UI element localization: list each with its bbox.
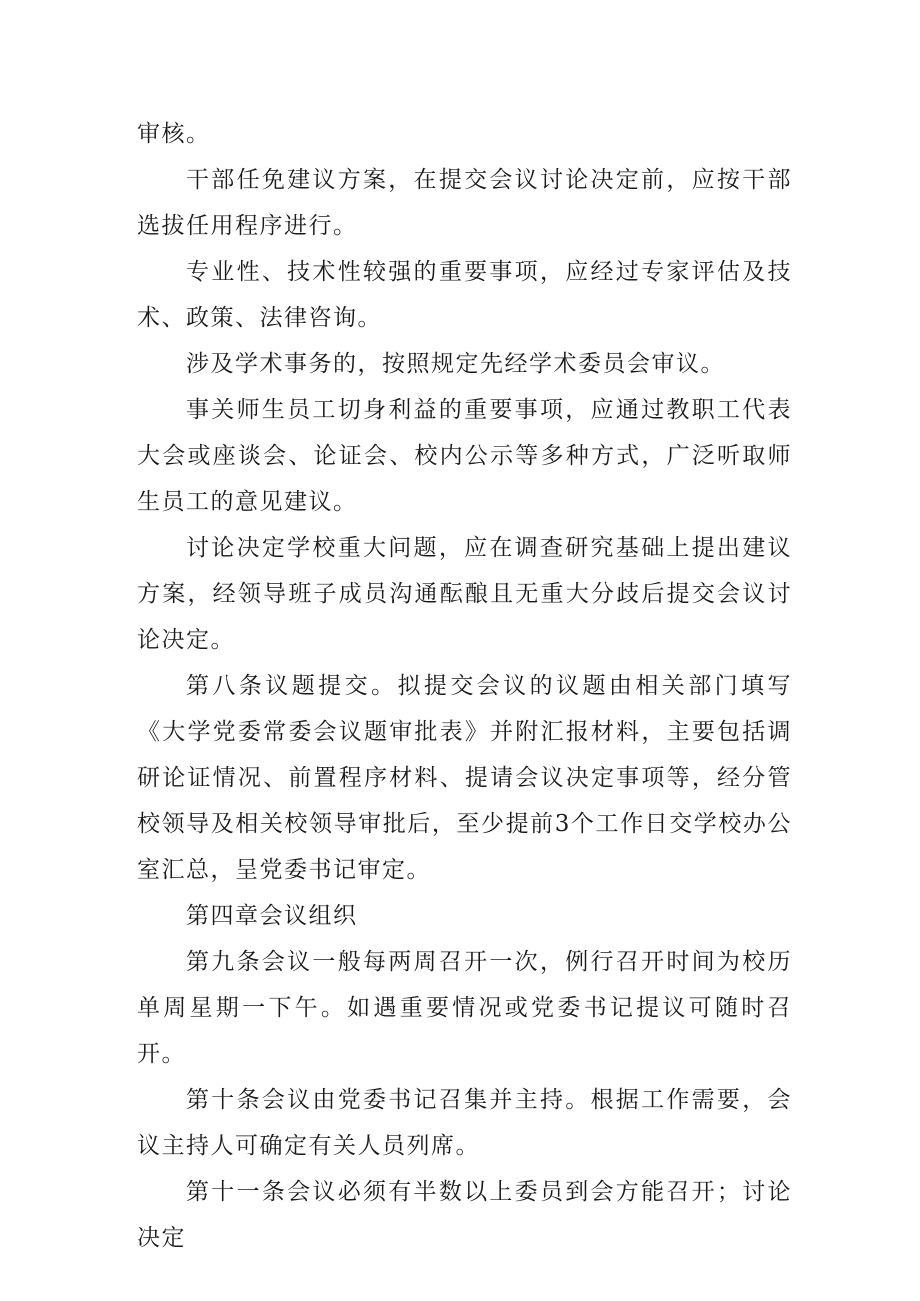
paragraph-major-issues: 讨论决定学校重大问题，应在调查研究基础上提出建议方案，经领导班子成员沟通酝酿且无重大分歧后提交会议讨论决定。 [137, 535, 792, 653]
paragraph-cadre-appointment: 干部任免建议方案，在提交会议讨论决定前，应按干部选拔任用程序进行。 [137, 167, 792, 239]
paragraph-article-11: 第十一条会议必须有半数以上委员到会方能召开；讨论决定 [137, 1179, 792, 1251]
paragraph-article-10: 第十条会议由党委书记召集并主持。根据工作需要，会议主持人可确定有关人员列席。 [137, 1087, 792, 1159]
paragraph-expert-evaluation: 专业性、技术性较强的重要事项，应经过专家评估及技术、政策、法律咨询。 [137, 259, 792, 331]
document-body [137, 111, 792, 1261]
paragraph-academic-affairs: 涉及学术事务的，按照规定先经学术委员会审议。 [186, 351, 725, 377]
chapter-heading-4: 第四章会议组织 [186, 903, 358, 929]
paragraph-continuation: 审核。 [137, 121, 211, 147]
paragraph-staff-interests: 事关师生员工切身利益的重要事项，应通过教职工代表大会或座谈会、论证会、校内公示等多种方式，广泛听取师生员工的意见建议。 [137, 397, 792, 515]
paragraph-article-8: 第八条议题提交。拟提交会议的议题由相关部门填写《大学党委常委会议题审批表》并附汇报材料，主要包括调研论证情况、前置程序材料、提请会议决定事项等，经分管校领导及相关校领导审批后，至少提前3个工作日交学校办公室汇总，呈党委书记审定。 [137, 673, 792, 883]
paragraph-article-9: 第九条会议一般每两周召开一次，例行召开时间为校历单周星期一下午。如遇重要情况或党委书记提议可随时召开。 [137, 949, 792, 1067]
